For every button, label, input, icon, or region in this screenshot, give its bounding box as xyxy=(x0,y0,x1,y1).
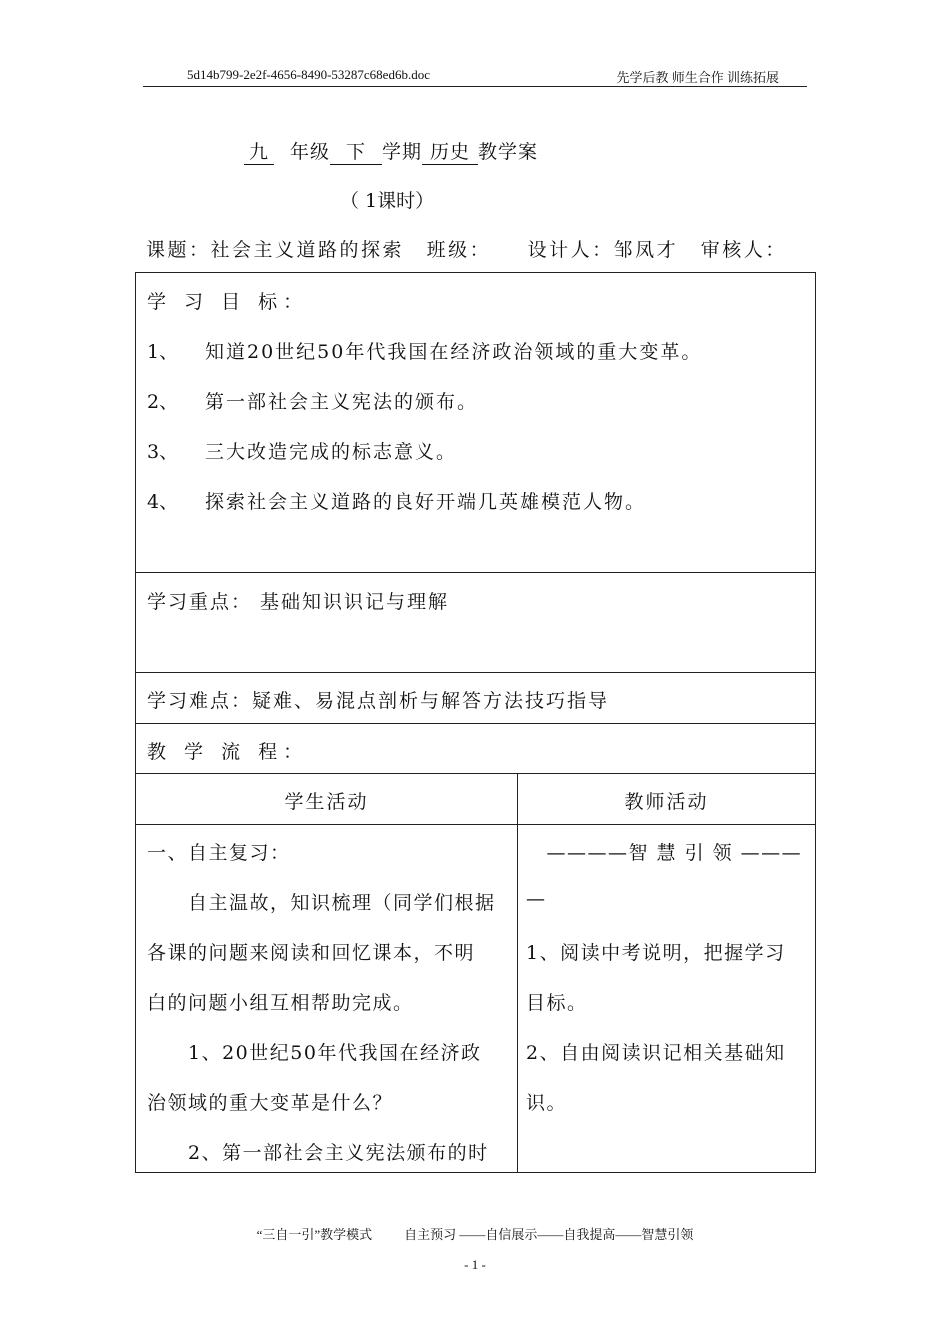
student-line: 各课的问题来阅读和回忆课本，不明 xyxy=(147,942,476,964)
student-line: 白的问题小组互相帮助完成。 xyxy=(147,992,414,1014)
objectives-heading: 学 习 目 标： xyxy=(147,291,309,313)
objective-item: 2、 第一部社会主义宪法的颁布。 xyxy=(147,391,479,413)
title-term-suffix: 学期 xyxy=(382,141,423,163)
student-line: 治领域的重大变革是什么？ xyxy=(147,1092,394,1114)
teacher-line: 目标。 xyxy=(526,992,588,1014)
objective-item: 1、 知道20世纪50年代我国在经济政治领域的重大变革。 xyxy=(147,341,703,363)
student-column-header xyxy=(135,773,518,825)
student-line: 1、20世纪50年代我国在经济政 xyxy=(147,1042,482,1064)
title-doc-type: 教学案 xyxy=(478,141,539,163)
page-footer xyxy=(0,1224,950,1243)
title-subject: 历史 xyxy=(422,140,478,165)
student-line: 2、第一部社会主义宪法颁布的时 xyxy=(147,1142,489,1164)
key-points-section xyxy=(135,572,816,673)
difficulties-section xyxy=(135,672,816,724)
teacher-line: 识。 xyxy=(526,1092,568,1114)
objective-item: 4、 探索社会主义道路的良好开端几英雄模范人物。 xyxy=(147,491,647,513)
meta-reviewer: 审核人： xyxy=(700,239,787,261)
difficulties-text: 学习难点：疑难、易混点剖析与解答方法技巧指导 xyxy=(147,690,610,712)
footer-mode: “三自一引”教学模式 xyxy=(256,1227,373,1242)
title-term: 下 xyxy=(330,140,382,165)
meta-class: 班级： xyxy=(426,239,492,261)
process-section xyxy=(135,723,816,774)
lesson-count: （ 1课时） xyxy=(340,190,435,212)
teacher-line: ————智 慧 引 领 ——— xyxy=(526,842,803,864)
objective-item: 3、 三大改造完成的标志意义。 xyxy=(147,441,458,463)
key-points-text: 学习重点： 基础知识识记与理解 xyxy=(147,591,450,613)
teacher-activity-cell xyxy=(517,824,816,1173)
teacher-line: — xyxy=(526,888,547,910)
meta-topic: 课题：社会主义道路的探索 xyxy=(146,239,405,261)
student-header-label: 学生活动 xyxy=(284,791,369,813)
header-filename: 5d14b799-2e2f-4656-8490-53287c68ed6b.doc xyxy=(187,67,430,82)
header-slogan: 先学后教 师生合作 训练拓展 xyxy=(616,70,779,85)
teacher-line: 1、阅读中考说明，把握学习 xyxy=(526,942,786,964)
student-line: 自主温故，知识梳理（同学们根据 xyxy=(147,892,496,914)
student-activity-cell xyxy=(135,824,518,1173)
process-heading: 教 学 流 程： xyxy=(147,741,309,763)
teacher-header-label: 教师活动 xyxy=(624,791,709,813)
title-grade: 九 xyxy=(244,140,274,165)
meta-line xyxy=(146,235,801,262)
document-title xyxy=(244,137,538,165)
title-grade-suffix: 年级 xyxy=(290,141,331,163)
meta-designer: 设计人：邹凤才 xyxy=(527,239,679,261)
footer-steps: 自主预习 ——自信展示——自我提高——智慧引领 xyxy=(404,1227,694,1242)
objectives-section xyxy=(135,272,816,573)
page-number: - 1 - xyxy=(464,1257,486,1272)
page-header xyxy=(143,66,807,87)
teacher-column-header xyxy=(517,773,816,825)
teacher-line: 2、自由阅读识记相关基础知 xyxy=(526,1042,786,1064)
student-line: 一、自主复习： xyxy=(147,842,291,864)
